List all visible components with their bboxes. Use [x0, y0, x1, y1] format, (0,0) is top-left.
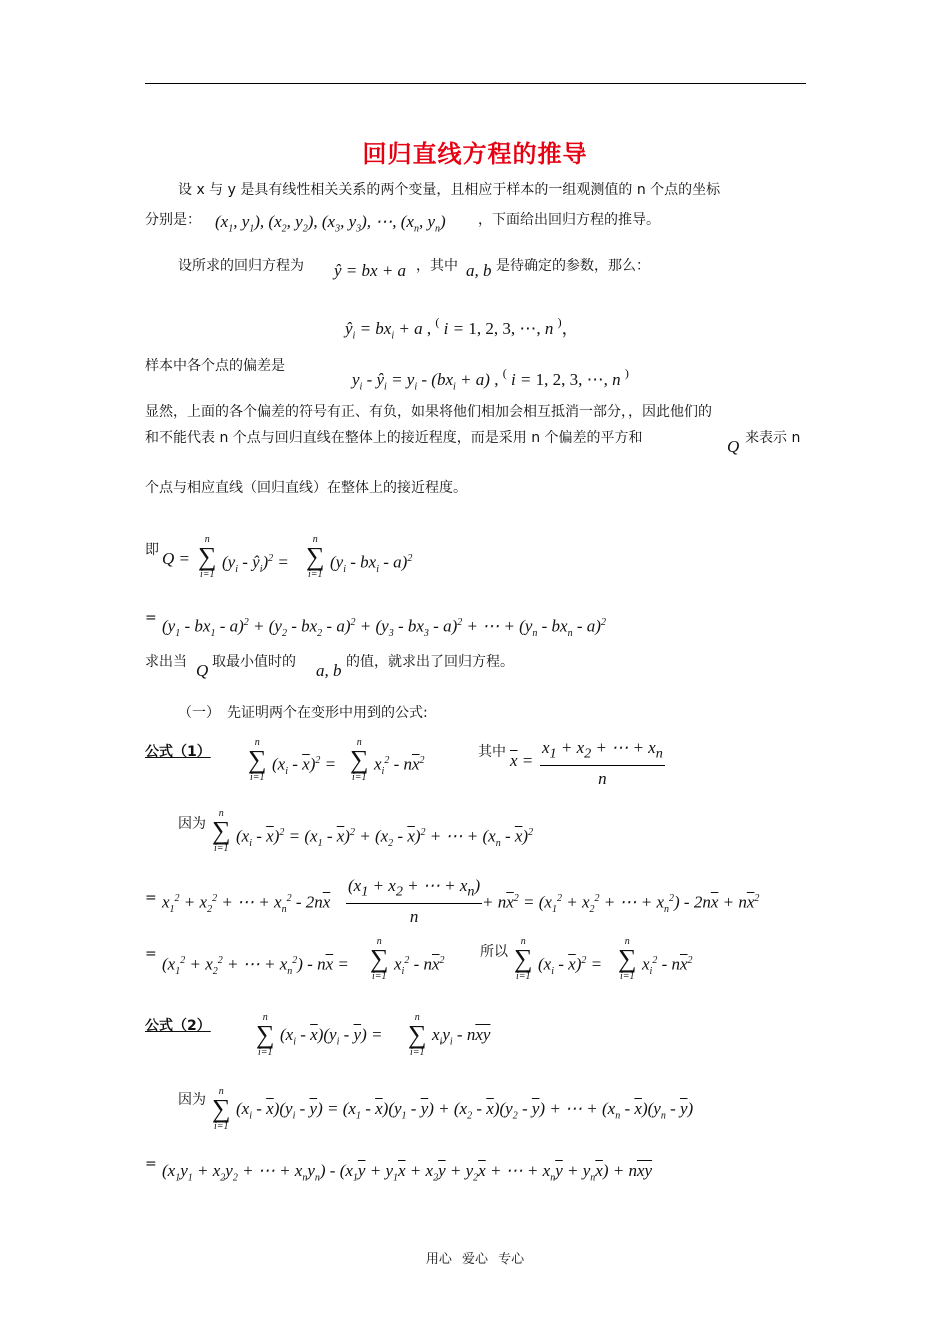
formula-1-proof-3: ($x_1^2 + x_2^2$ + ⋯ + $x_n^2) - n\overline{x}$ = — [162, 954, 349, 978]
formula-1-proof-2a: $x_1^2 + x_2^2$ + ⋯ + $x_n^2 - 2n\overline{x}$ — [162, 892, 331, 916]
header-rule — [145, 83, 806, 84]
yinwei-label: 因为 — [178, 1092, 206, 1108]
formula-Q-expanded: $(y_1 - bx_1 - a)^2 + (y_2 - bx_2 - a)^2 + (y_3 - bx_3 - a)^2$ + ⋯ + $(y_n - bx_n - a)^2$ — [162, 616, 606, 640]
Q-eq: Q = — [162, 549, 190, 568]
formula-Q-2: $(y_i - bx_i - a)^2$ — [330, 552, 413, 576]
yinwei-label: 因为 — [178, 816, 206, 832]
sum-sign: n ∑ i=1 — [514, 936, 533, 982]
eq-sign: = — [145, 890, 157, 906]
ji-label: 即 — [145, 542, 159, 558]
formula-2-proof-2: ($x_1y_1 + x_2y_2$ + ⋯ + $x_ny_n) - (x_1\overline{y} + y_1\overline{x} + x_2\overline{y} + y_2\overline{x}$ + ⋯ + $x_n\overline{y} + y_n\overline{x}) + n\overline{xy}$ — [162, 1161, 653, 1184]
formula-xbar: $\overline{x}$ = — [510, 751, 534, 770]
sum-sign: n ∑ i=1 — [212, 808, 231, 854]
formula-1-lhs: $(x_i - \overline{x})^2$ = — [272, 754, 337, 778]
formula-1-proof-2b: + $n\overline{x}^2 = (x_1^2 + x_2^2$ + ⋯ + $x_n^2) - 2n\overline{x} + n\overline{x}^2$ — [482, 892, 760, 916]
formula-ab: a, b — [466, 261, 492, 280]
para2-mid: ，其中 — [416, 258, 458, 274]
formula-Q-1: ($y_i$ - $ŷ_i)^2$ = — [222, 552, 289, 576]
formula-ab: a, b — [316, 661, 342, 680]
sum-sign: n ∑ i=1 — [350, 737, 369, 783]
page-footer: 用心 爱心 专心 — [425, 1252, 525, 1267]
sum-sign: n ∑ i=1 — [212, 1086, 231, 1132]
para3-line-2-prefix: 和不能代表 n 个点与回归直线在整体上的接近程度，而是采用 n 个偏差的平方和 — [145, 430, 643, 446]
formula-2-lhs: $(x_i - \overline{x})(y_i - \overline{y})$ = — [280, 1025, 383, 1048]
formula-1-result-lhs: $(x_i - \overline{x})^2$ = — [538, 954, 603, 978]
page-title: 回归直线方程的推导 — [362, 140, 588, 168]
formula-Q: Q — [727, 437, 740, 456]
intro-line-1: 设 x 与 y 是具有线性相关关系的两个变量，且相应于样本的一组观测值的 n 个点的坐标 — [178, 182, 721, 198]
formula-1-proof-1: $(x_i - \overline{x})^2 = (x_1 - \overline{x})^2 + (x_2 - \overline{x})^2$ + ⋯ + $(x_n - \overline{x})^2$ — [236, 826, 534, 850]
para3-line-3: 个点与相应直线（回归直线）在整体上的接近程度。 — [145, 480, 467, 496]
formula-points: ($x_1$, $y_1$), ($x_2$, $y_2$), ($x_3$, $y_3$), ⋯, ($x_n$, $y_n$) — [215, 212, 446, 235]
para4-mid: 取最小值时的 — [212, 654, 296, 670]
para2-prefix: 设所求的回归方程为 — [178, 258, 304, 274]
formula-mean-fraction: $\frac{x_1 + x_2 + \cdots + x_n}{n}$ — [542, 738, 663, 789]
qizhong-label: 其中 — [478, 744, 506, 760]
eq-sign: = — [145, 946, 157, 962]
sum-sign: n ∑ i=1 — [408, 1012, 427, 1058]
formula-regression: ŷ = bx + a — [334, 261, 407, 280]
formula-2-rhs: $x_iy_i - n\overline{xy}$ — [432, 1025, 491, 1048]
intro-line-2-prefix: 分别是： — [145, 212, 201, 228]
section-1: （一） 先证明两个在变形中用到的公式: — [178, 705, 428, 721]
sum-sign: n ∑ i=1 — [198, 534, 217, 580]
formula-Q: Q — [196, 661, 209, 680]
para4-suffix: 的值，就求出了回归方程。 — [346, 654, 514, 670]
formula-1-result-rhs: $x_i^2 - n\overline{x}^2$ — [642, 954, 693, 978]
sum-sign: n ∑ i=1 — [370, 936, 389, 982]
sum-sign: n ∑ i=1 — [618, 936, 637, 982]
sum-sign: n ∑ i=1 — [248, 737, 267, 783]
para3-line-2-suffix: 来表示 n — [745, 430, 801, 446]
formula-deviation: $y_i$ - $ŷ_i = y_i - (bx_i + a)$ , ( i = 1, 2, 3, ⋯, n ) — [352, 366, 629, 393]
formula-1-proof-4: $x_i^2 - n\overline{x}^2$ — [394, 954, 445, 978]
formula-1-label: 公式（1） — [145, 744, 211, 760]
sum-sign: n ∑ i=1 — [256, 1012, 275, 1058]
sum-sign: n ∑ i=1 — [306, 534, 325, 580]
intro-line-2-suffix: ，下面给出回归方程的推导。 — [478, 212, 660, 228]
formula-mean-fraction: $\frac{(x_1 + x_2 + \cdots + x_n)}{n}$ — [348, 876, 481, 927]
formula-2-proof-1: $(x_i - \overline{x})(y_i - \overline{y}) = (x_1 - \overline{x})(y_1 - \overline{y}) + (x_2 - \overline{x})(y_2 - \overline{y})$ + ⋯ + $(x_n - \overline{x})(y_n - \overline{y})$ — [236, 1099, 694, 1122]
formula-1-rhs: $x_i^2 - n\overline{x}^2$ — [374, 754, 425, 778]
eq-sign: = — [145, 610, 157, 626]
formula-yi-hat: $ŷ_i = bx_i + a$ , ( i = 1, 2, 3, ⋯, n )， — [345, 315, 579, 342]
para3-line-1: 显然，上面的各个偏差的符号有正、有负，如果将他们相加会相互抵消一部分，，因此他们的 — [145, 404, 712, 420]
para2-suffix: 是待确定的参数，那么： — [496, 258, 650, 274]
formula-2-label: 公式（2） — [145, 1018, 211, 1034]
suoyi-label: 所以 — [480, 944, 508, 960]
para4-prefix: 求出当 — [145, 654, 187, 670]
eq-sign: = — [145, 1156, 157, 1172]
deviation-label: 样本中各个点的偏差是 — [145, 358, 285, 374]
